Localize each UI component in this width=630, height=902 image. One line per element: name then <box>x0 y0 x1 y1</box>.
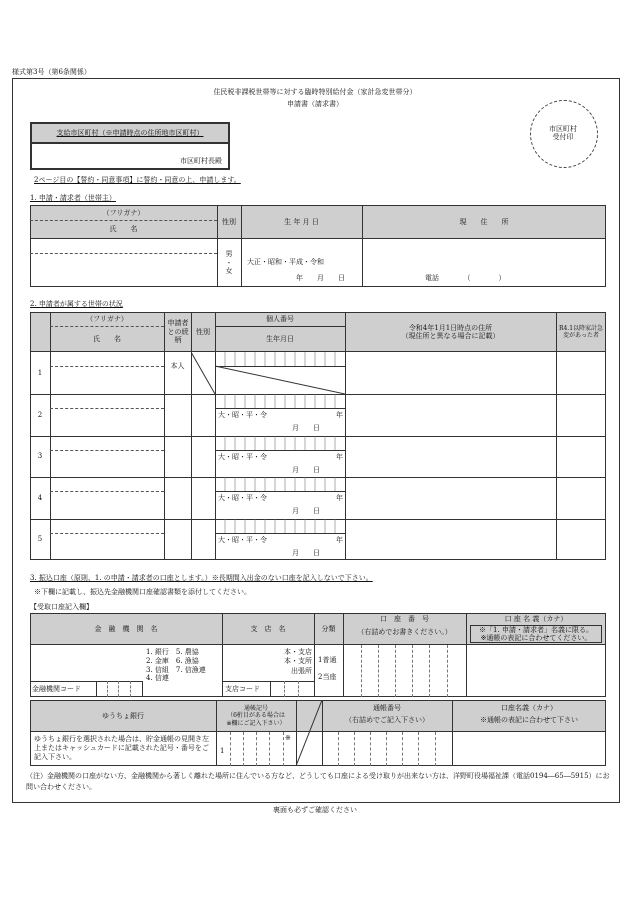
s2-row-number: 3 <box>37 452 43 461</box>
section3-heading-text: 3. 振込口座（原則、1. の申請・請求者の口座とします。）※長期間入出金のない口座を記入しないで下さい。 <box>30 574 373 582</box>
s2-address-label: 令和4年1月1日時点の住所 （現住所と異なる場合に記載） <box>401 323 500 340</box>
bank-type-options[interactable]: 1. 銀行 5. 農協 2. 金庫 6. 漁協 3. 信組 7. 信漁連 4. 信連 <box>146 648 206 683</box>
s2-row2-md: 月 日 <box>292 424 320 432</box>
yucho-description: ゆうちょ銀行を選択された場合は、貯金通帳の見開き左上またはキャッシュカードに記載された記号・番号をご記入下さい。 <box>34 735 209 762</box>
reception-stamp-label: 市区町村 受付印 <box>549 124 577 141</box>
kigo-prefix: 1 <box>220 747 225 755</box>
branch-name-label: 支 店 名 <box>250 624 286 633</box>
section1-heading: 1. 申請・請求者（世帯主） <box>30 194 116 202</box>
form-title: 住民税非課税世帯等に対する臨時特別給付金（家計急変世帯分） <box>213 88 417 96</box>
yucho-holder-note: ※通帳の表記に合わせて下さい <box>480 716 578 724</box>
s1-furigana-input[interactable] <box>30 239 217 253</box>
s1-name-input[interactable] <box>30 254 217 286</box>
account-box-label: 【受取口座記入欄】 <box>30 603 93 611</box>
footnote: （注）金融機関の口座がない方、金融機関から著しく離れた場所に住んでいる方など、どうしても口座による受け取りが出来ない方は、洋野町役場福祉課（電話0194―65―5915）にお問い合わせください。 <box>26 772 610 791</box>
account-holder-note: ※「1. 申請・請求者」名義に限る。 ※通帳の表記に合わせてください。 <box>479 625 593 642</box>
account-type-label: 分類 <box>321 624 336 633</box>
s2-sudden-change-label: R4.1以降家計急変があった者 <box>558 324 604 339</box>
s2-row5-year: 年 <box>336 536 343 544</box>
bank-code-label: 金融機関コード <box>32 685 81 693</box>
s2-row1-sex-slash <box>191 352 215 394</box>
account-number-note: （右詰めでお書きください。） <box>357 628 452 636</box>
account-type-options[interactable]: 1普通 2当座 <box>318 656 337 681</box>
kigo-kome: ※ <box>285 734 291 742</box>
s2-row2-era[interactable]: 大・昭・平・令 <box>218 411 267 419</box>
s2-row4-year: 年 <box>336 494 343 502</box>
s2-row2-year: 年 <box>336 411 343 419</box>
s2-row5-md: 月 日 <box>292 549 320 557</box>
s2-sex-label: 性別 <box>196 327 210 336</box>
form-subtitle: 申請書（請求書） <box>287 100 343 108</box>
s2-row3-era[interactable]: 大・昭・平・令 <box>218 453 267 461</box>
bank-name-label: 金 融 機 関 名 <box>94 624 158 633</box>
tsucho-kigo-label: 通帳記号 （6桁目がある場合は ※欄にご記入下さい） <box>226 705 286 727</box>
s2-relation-label: 申請者との続柄 <box>167 319 189 345</box>
form-number: 様式第3号（第6条関係） <box>12 68 91 76</box>
s1-name-label: 氏 名 <box>109 225 138 234</box>
mayor-label: 市区町村長殿 <box>180 157 222 165</box>
s2-row-number: 4 <box>37 493 43 502</box>
s1-sex-label: 性別 <box>222 217 236 226</box>
s1-phone[interactable]: 電話 （ ） <box>425 274 506 282</box>
account-holder-label: 口 座 名 義（カナ） <box>504 615 568 623</box>
s2-row3-year: 年 <box>336 453 343 461</box>
s2-row4-era[interactable]: 大・昭・平・令 <box>218 494 267 502</box>
consent-notice: 2ページ目の【誓約・同意事項】に誓約・同意の上、申請します。 <box>34 176 241 184</box>
s2-birth-label: 生年月日 <box>266 334 294 343</box>
s1-sex-options[interactable]: 男 ・ 女 <box>225 250 233 276</box>
account-number-label: 口 座 番 号 <box>380 615 429 623</box>
s1-address-label: 現 住 所 <box>459 217 509 226</box>
s2-row-number: 5 <box>37 535 43 544</box>
s2-row3-md: 月 日 <box>292 466 320 474</box>
s2-row4-md: 月 日 <box>292 507 320 515</box>
branch-type-options[interactable]: 本・支店 本・支所 出張所 <box>284 648 312 675</box>
s1-ymd: 年 月 日 <box>296 274 345 282</box>
s2-furigana-label: （フリガナ） <box>86 314 128 323</box>
footer-note: 裏面も必ずご確認ください <box>273 806 357 814</box>
s1-furigana-label: （フリガナ） <box>102 208 145 217</box>
s2-name-label: 氏 名 <box>93 334 121 343</box>
yucho-diagonal-slash <box>296 700 322 766</box>
tsucho-number-note: （右詰めでご記入下さい） <box>345 716 429 724</box>
branch-code-label: 支店コード <box>225 685 260 693</box>
s1-birth-label: 生 年 月 日 <box>284 217 319 226</box>
section2-heading: 2. 申請者が属する世帯の状況 <box>30 300 123 308</box>
addressee-label: 支給市区町村（※申請時点の住所地市区町村） <box>56 128 204 137</box>
s1-era-options[interactable]: 大正・昭和・平成・令和 <box>247 258 324 266</box>
section3-heading <box>30 574 373 582</box>
s2-row5-era[interactable]: 大・昭・平・令 <box>218 536 267 544</box>
yucho-label: ゆうちょ銀行 <box>102 711 144 720</box>
yucho-holder-label: 口座名義（カナ） <box>501 704 557 712</box>
s2-mynumber-label: 個人番号 <box>266 314 294 323</box>
s2-row-number: 2 <box>37 410 43 419</box>
section3-note: ※下欄に記載し、振込先金融機関口座確認書類を添付してください。 <box>34 588 251 596</box>
s2-self-label: 本人 <box>170 362 185 370</box>
s2-row-number: 1 <box>37 368 43 377</box>
tsucho-number-label: 通帳番号 <box>373 704 401 712</box>
